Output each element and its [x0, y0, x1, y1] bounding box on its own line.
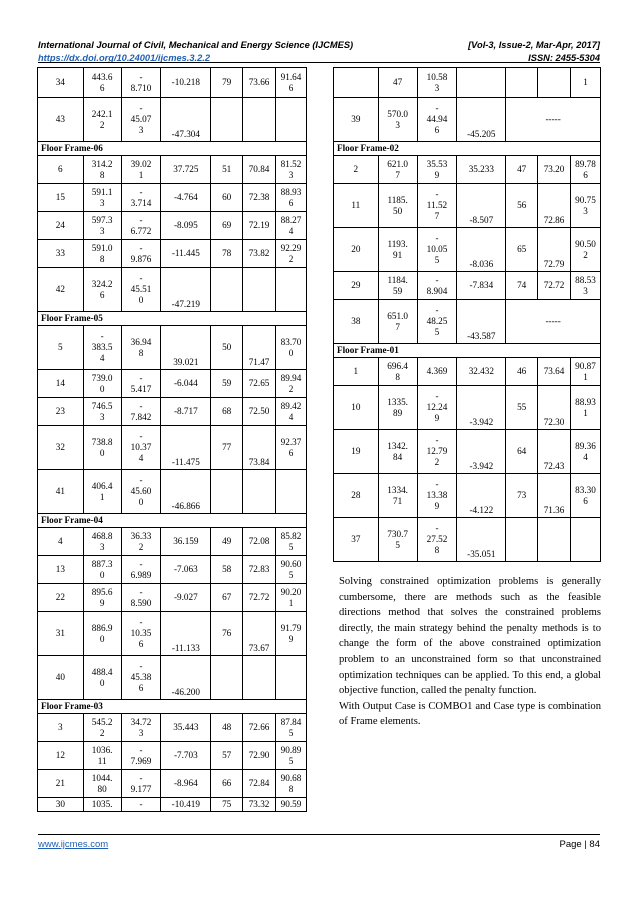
table-cell: 242.1 2 — [83, 98, 121, 142]
table-cell — [457, 68, 506, 98]
table-cell — [506, 518, 538, 562]
table-cell: 89.78 6 — [570, 156, 600, 184]
table-cell: 90.75 3 — [570, 184, 600, 228]
table-cell: 88.53 3 — [570, 272, 600, 300]
table-cell: 14 — [38, 370, 84, 398]
table-cell: 68 — [211, 398, 243, 426]
table-cell: 56 — [506, 184, 538, 228]
table-cell: 41 — [38, 470, 84, 514]
table-cell: 1342. 84 — [378, 430, 417, 474]
floor-frame-heading-row — [38, 312, 307, 326]
table-cell: 12 — [38, 742, 84, 770]
results-table-left — [37, 67, 307, 812]
paragraph-output-case: With Output Case is COMBO1 and Case type is combination of Frame elements. — [339, 700, 601, 728]
table-cell: 65 — [506, 228, 538, 272]
table-cell: -10.419 — [161, 798, 211, 812]
table-row — [334, 518, 601, 562]
table-cell: 91.79 9 — [276, 612, 307, 656]
table-cell: 895.6 9 — [83, 584, 121, 612]
table-cell: - 5.417 — [121, 370, 161, 398]
table-row — [38, 584, 307, 612]
table-row — [334, 430, 601, 474]
table-cell: 4.369 — [417, 358, 457, 386]
table-cell: 13 — [38, 556, 84, 584]
table-cell: 72.66 — [243, 714, 276, 742]
table-cell: 72.72 — [243, 584, 276, 612]
table-cell: -35.051 — [457, 518, 506, 562]
table-cell: 1334. 71 — [378, 474, 417, 518]
table-cell: 77 — [211, 426, 243, 470]
table-cell: - 6.989 — [121, 556, 161, 584]
table-cell: 696.4 8 — [378, 358, 417, 386]
table-cell: 72.30 — [538, 386, 571, 430]
table-cell: 651.0 7 — [378, 300, 417, 344]
table-cell: 43 — [38, 98, 84, 142]
table-cell: -10.218 — [161, 68, 211, 98]
table-row — [38, 528, 307, 556]
table-cell: 55 — [506, 386, 538, 430]
table-cell: - 8.590 — [121, 584, 161, 612]
floor-frame-heading: Floor Frame-03 — [38, 700, 307, 714]
table-cell: -47.304 — [161, 98, 211, 142]
table-cell: 34 — [38, 68, 84, 98]
table-cell: 88.93 6 — [276, 184, 307, 212]
floor-frame-heading: Floor Frame-04 — [38, 514, 307, 528]
table-cell: -6.044 — [161, 370, 211, 398]
table-cell: 37.725 — [161, 156, 211, 184]
table-cell: 72.50 — [243, 398, 276, 426]
table-cell: -8.095 — [161, 212, 211, 240]
table-cell: 38 — [334, 300, 379, 344]
table-cell: 886.9 0 — [83, 612, 121, 656]
table-cell: 91.64 6 — [276, 68, 307, 98]
table-cell: - 3.714 — [121, 184, 161, 212]
table-cell: 87.84 5 — [276, 714, 307, 742]
table-cell: - 10.35 6 — [121, 612, 161, 656]
table-cell: 30 — [38, 798, 84, 812]
table-cell — [276, 98, 307, 142]
table-cell: 73.66 — [243, 68, 276, 98]
table-cell: 570.0 3 — [378, 98, 417, 142]
table-row — [38, 742, 307, 770]
table-cell: 72.19 — [243, 212, 276, 240]
table-cell: 81.52 3 — [276, 156, 307, 184]
table-cell: 10 — [334, 386, 379, 430]
table-cell: - 7.842 — [121, 398, 161, 426]
table-cell: 24 — [38, 212, 84, 240]
table-cell: 73.20 — [538, 156, 571, 184]
table-row — [38, 426, 307, 470]
table-row — [38, 370, 307, 398]
floor-frame-heading-row — [38, 700, 307, 714]
table-cell — [276, 268, 307, 312]
table-cell: -11.445 — [161, 240, 211, 268]
floor-frame-heading-row — [38, 142, 307, 156]
table-cell: 47 — [506, 156, 538, 184]
table-cell: 1184. 59 — [378, 272, 417, 300]
table-cell: 73.84 — [243, 426, 276, 470]
table-cell: 73 — [506, 474, 538, 518]
table-cell: 1035. — [83, 798, 121, 812]
table-cell: -46.200 — [161, 656, 211, 700]
table-cell: 79 — [211, 68, 243, 98]
table-row — [334, 272, 601, 300]
table-row — [38, 798, 307, 812]
table-cell: 69 — [211, 212, 243, 240]
table-cell: 591.1 3 — [83, 184, 121, 212]
table-cell: -4.122 — [457, 474, 506, 518]
table-cell: - 45.07 3 — [121, 98, 161, 142]
table-cell: - 44.94 6 — [417, 98, 457, 142]
table-cell: 90.60 5 — [276, 556, 307, 584]
table-cell: - — [121, 798, 161, 812]
table-cell: 22 — [38, 584, 84, 612]
table-cell — [506, 68, 538, 98]
table-cell: 36.33 2 — [121, 528, 161, 556]
table-cell: 887.3 0 — [83, 556, 121, 584]
table-row — [38, 184, 307, 212]
table-cell: - 45.51 0 — [121, 268, 161, 312]
table-row — [38, 212, 307, 240]
table-cell: 34.72 3 — [121, 714, 161, 742]
table-cell: 75 — [211, 798, 243, 812]
table-cell: 738.8 0 — [83, 426, 121, 470]
table-row — [38, 268, 307, 312]
table-cell: 20 — [334, 228, 379, 272]
table-cell: 35.443 — [161, 714, 211, 742]
table-cell: - 45.60 0 — [121, 470, 161, 514]
table-cell: 70.84 — [243, 156, 276, 184]
table-cell: 49 — [211, 528, 243, 556]
issn: ISSN: 2455-5304 — [528, 53, 600, 63]
table-cell: -8.036 — [457, 228, 506, 272]
table-cell: -46.866 — [161, 470, 211, 514]
floor-frame-heading-row — [38, 514, 307, 528]
table-row — [38, 770, 307, 798]
table-cell: 60 — [211, 184, 243, 212]
table-cell: 88.27 4 — [276, 212, 307, 240]
table-cell: -45.205 — [457, 98, 506, 142]
table-cell — [570, 518, 600, 562]
table-cell: 36.94 8 — [121, 326, 161, 370]
results-table-right — [333, 67, 601, 562]
footer-rule — [38, 834, 600, 835]
table-cell: - 9.876 — [121, 240, 161, 268]
journal-title: International Journal of Civil, Mechanical and Energy Science (IJCMES) — [38, 40, 354, 50]
table-cell: 76 — [211, 612, 243, 656]
table-row — [38, 156, 307, 184]
table-cell: 32 — [38, 426, 84, 470]
body-text — [339, 574, 601, 730]
table-cell: 1 — [570, 68, 600, 98]
table-row — [38, 470, 307, 514]
paragraph-penalty-method: Solving constrained optimization problems is generally cumbersome, there are methods such as the feasible directions method that solves the constrained problems directly, the main strategy behind the penalty methods is to change the form of the above constrained optimization problem to an unconstrained form so that unconstrained optimization techniques can be applied. To this end, a global objective function, called the penalty function. — [339, 576, 601, 697]
table-cell — [276, 656, 307, 700]
table-row — [334, 156, 601, 184]
table-row — [38, 612, 307, 656]
table-cell: 90.89 5 — [276, 742, 307, 770]
table-cell: - 10.37 4 — [121, 426, 161, 470]
table-row — [334, 228, 601, 272]
table-cell: 545.2 2 — [83, 714, 121, 742]
table-cell: 1193. 91 — [378, 228, 417, 272]
table-cell: 21 — [38, 770, 84, 798]
table-cell: - 6.772 — [121, 212, 161, 240]
table-cell: 89.42 4 — [276, 398, 307, 426]
table-cell: 746.5 3 — [83, 398, 121, 426]
table-cell — [538, 518, 571, 562]
table-row — [38, 656, 307, 700]
journal-volume: [Vol-3, Issue-2, Mar-Apr, 2017] — [468, 40, 600, 50]
table-cell: 90.20 1 — [276, 584, 307, 612]
table-cell — [243, 470, 276, 514]
table-row — [334, 474, 601, 518]
table-cell: 72.43 — [538, 430, 571, 474]
table-cell: - 8.710 — [121, 68, 161, 98]
table-cell: 324.2 6 — [83, 268, 121, 312]
table-cell: 90.50 2 — [570, 228, 600, 272]
table-cell: 88.93 1 — [570, 386, 600, 430]
table-row — [38, 68, 307, 98]
table-cell: 33 — [38, 240, 84, 268]
table-row — [334, 68, 601, 98]
table-cell: - 27.52 8 — [417, 518, 457, 562]
table-cell: 42 — [38, 268, 84, 312]
table-cell: - 12.24 9 — [417, 386, 457, 430]
table-cell: 1185. 50 — [378, 184, 417, 228]
table-cell: 29 — [334, 272, 379, 300]
table-cell: 74 — [506, 272, 538, 300]
table-cell: 28 — [334, 474, 379, 518]
table-cell: 83.70 0 — [276, 326, 307, 370]
table-cell: -11.475 — [161, 426, 211, 470]
table-cell: 72.84 — [243, 770, 276, 798]
table-cell: 39.021 — [161, 326, 211, 370]
table-cell: -43.587 — [457, 300, 506, 344]
table-cell: 2 — [334, 156, 379, 184]
table-cell: 72.08 — [243, 528, 276, 556]
table-cell: -11.133 — [161, 612, 211, 656]
floor-frame-heading: Floor Frame-01 — [334, 344, 601, 358]
table-cell: 72.65 — [243, 370, 276, 398]
table-cell: -47.219 — [161, 268, 211, 312]
table-cell: - 7.969 — [121, 742, 161, 770]
table-cell: 71.36 — [538, 474, 571, 518]
table-cell: 10.58 3 — [417, 68, 457, 98]
floor-frame-heading-row — [334, 344, 601, 358]
table-cell: ----- — [506, 98, 601, 142]
table-cell: 89.36 4 — [570, 430, 600, 474]
table-cell: 39.02 1 — [121, 156, 161, 184]
table-cell: 32.432 — [457, 358, 506, 386]
table-row — [38, 326, 307, 370]
table-cell — [211, 98, 243, 142]
table-cell: 37 — [334, 518, 379, 562]
table-row — [334, 386, 601, 430]
table-cell: 468.8 3 — [83, 528, 121, 556]
table-cell: 35.53 9 — [417, 156, 457, 184]
table-cell: 58 — [211, 556, 243, 584]
table-row — [334, 358, 601, 386]
table-cell: 597.3 3 — [83, 212, 121, 240]
table-cell: 50 — [211, 326, 243, 370]
table-cell: 15 — [38, 184, 84, 212]
table-cell: 57 — [211, 742, 243, 770]
table-cell: 1 — [334, 358, 379, 386]
table-cell — [243, 656, 276, 700]
table-cell: 314.2 8 — [83, 156, 121, 184]
table-cell: -4.764 — [161, 184, 211, 212]
table-cell: 64 — [506, 430, 538, 474]
table-row — [38, 714, 307, 742]
table-cell: 66 — [211, 770, 243, 798]
table-cell: 591.0 8 — [83, 240, 121, 268]
table-cell: 72.72 — [538, 272, 571, 300]
table-cell: 59 — [211, 370, 243, 398]
table-cell: 73.64 — [538, 358, 571, 386]
footer-website-link[interactable]: www.ijcmes.com — [38, 839, 109, 850]
table-cell: 46 — [506, 358, 538, 386]
table-row — [38, 556, 307, 584]
table-cell: 730.7 5 — [378, 518, 417, 562]
table-cell: -3.942 — [457, 430, 506, 474]
table-cell — [211, 268, 243, 312]
table-cell: 51 — [211, 156, 243, 184]
table-cell: 72.83 — [243, 556, 276, 584]
table-cell: 90.59 — [276, 798, 307, 812]
table-cell: 71.47 — [243, 326, 276, 370]
table-cell: 6 — [38, 156, 84, 184]
table-cell: 31 — [38, 612, 84, 656]
table-cell: 488.4 0 — [83, 656, 121, 700]
table-cell: 621.0 7 — [378, 156, 417, 184]
table-row — [334, 184, 601, 228]
table-cell: - 383.5 4 — [83, 326, 121, 370]
table-cell — [243, 268, 276, 312]
table-cell: 73.82 — [243, 240, 276, 268]
table-cell: -8.717 — [161, 398, 211, 426]
table-cell: -9.027 — [161, 584, 211, 612]
table-cell — [334, 68, 379, 98]
table-cell: 36.159 — [161, 528, 211, 556]
table-cell: 5 — [38, 326, 84, 370]
table-cell: 90.87 1 — [570, 358, 600, 386]
table-cell — [243, 98, 276, 142]
table-cell: 739.0 0 — [83, 370, 121, 398]
table-cell: -7.063 — [161, 556, 211, 584]
page-number: Page | 84 — [559, 839, 600, 850]
table-cell — [276, 470, 307, 514]
table-row — [38, 98, 307, 142]
table-cell: 72.90 — [243, 742, 276, 770]
table-row — [334, 300, 601, 344]
table-cell: - 8.904 — [417, 272, 457, 300]
table-cell: 85.82 5 — [276, 528, 307, 556]
table-row — [38, 398, 307, 426]
table-cell: - 13.38 9 — [417, 474, 457, 518]
table-cell: 39 — [334, 98, 379, 142]
table-row — [334, 98, 601, 142]
table-cell — [538, 68, 571, 98]
floor-frame-heading: Floor Frame-06 — [38, 142, 307, 156]
table-cell: 35.233 — [457, 156, 506, 184]
floor-frame-heading: Floor Frame-02 — [334, 142, 601, 156]
table-cell: 19 — [334, 430, 379, 474]
table-cell: 1044. 80 — [83, 770, 121, 798]
table-cell: 92.29 2 — [276, 240, 307, 268]
table-cell: 443.6 6 — [83, 68, 121, 98]
table-cell: - 48.25 5 — [417, 300, 457, 344]
table-cell: 1036. 11 — [83, 742, 121, 770]
table-cell: 72.86 — [538, 184, 571, 228]
table-cell: 90.68 8 — [276, 770, 307, 798]
floor-frame-heading: Floor Frame-05 — [38, 312, 307, 326]
table-cell: 73.67 — [243, 612, 276, 656]
table-cell: -8.507 — [457, 184, 506, 228]
table-cell: -8.964 — [161, 770, 211, 798]
table-cell: - 9.177 — [121, 770, 161, 798]
header-rule — [38, 62, 600, 63]
table-cell: ----- — [506, 300, 601, 344]
doi-link[interactable]: https://dx.doi.org/10.24001/ijcmes.3.2.2 — [38, 53, 211, 63]
table-cell: 92.37 6 — [276, 426, 307, 470]
table-cell: - 11.52 7 — [417, 184, 457, 228]
table-cell: 3 — [38, 714, 84, 742]
table-cell: - 12.79 2 — [417, 430, 457, 474]
table-cell: 48 — [211, 714, 243, 742]
table-cell: - 10.05 5 — [417, 228, 457, 272]
table-cell: -7.703 — [161, 742, 211, 770]
table-cell: 83.30 6 — [570, 474, 600, 518]
floor-frame-heading-row — [334, 142, 601, 156]
table-cell: 406.4 1 — [83, 470, 121, 514]
table-cell: 4 — [38, 528, 84, 556]
table-cell: 89.94 2 — [276, 370, 307, 398]
table-cell: 23 — [38, 398, 84, 426]
table-cell: 72.79 — [538, 228, 571, 272]
table-cell: - 45.38 6 — [121, 656, 161, 700]
table-cell: 73.32 — [243, 798, 276, 812]
table-cell: 78 — [211, 240, 243, 268]
table-row — [38, 240, 307, 268]
table-cell: 47 — [378, 68, 417, 98]
table-cell: 67 — [211, 584, 243, 612]
table-cell: 11 — [334, 184, 379, 228]
table-cell — [211, 656, 243, 700]
table-cell — [211, 470, 243, 514]
table-cell: 40 — [38, 656, 84, 700]
table-cell: 1335. 89 — [378, 386, 417, 430]
table-cell: -7.834 — [457, 272, 506, 300]
table-cell: 72.38 — [243, 184, 276, 212]
table-cell: -3.942 — [457, 386, 506, 430]
